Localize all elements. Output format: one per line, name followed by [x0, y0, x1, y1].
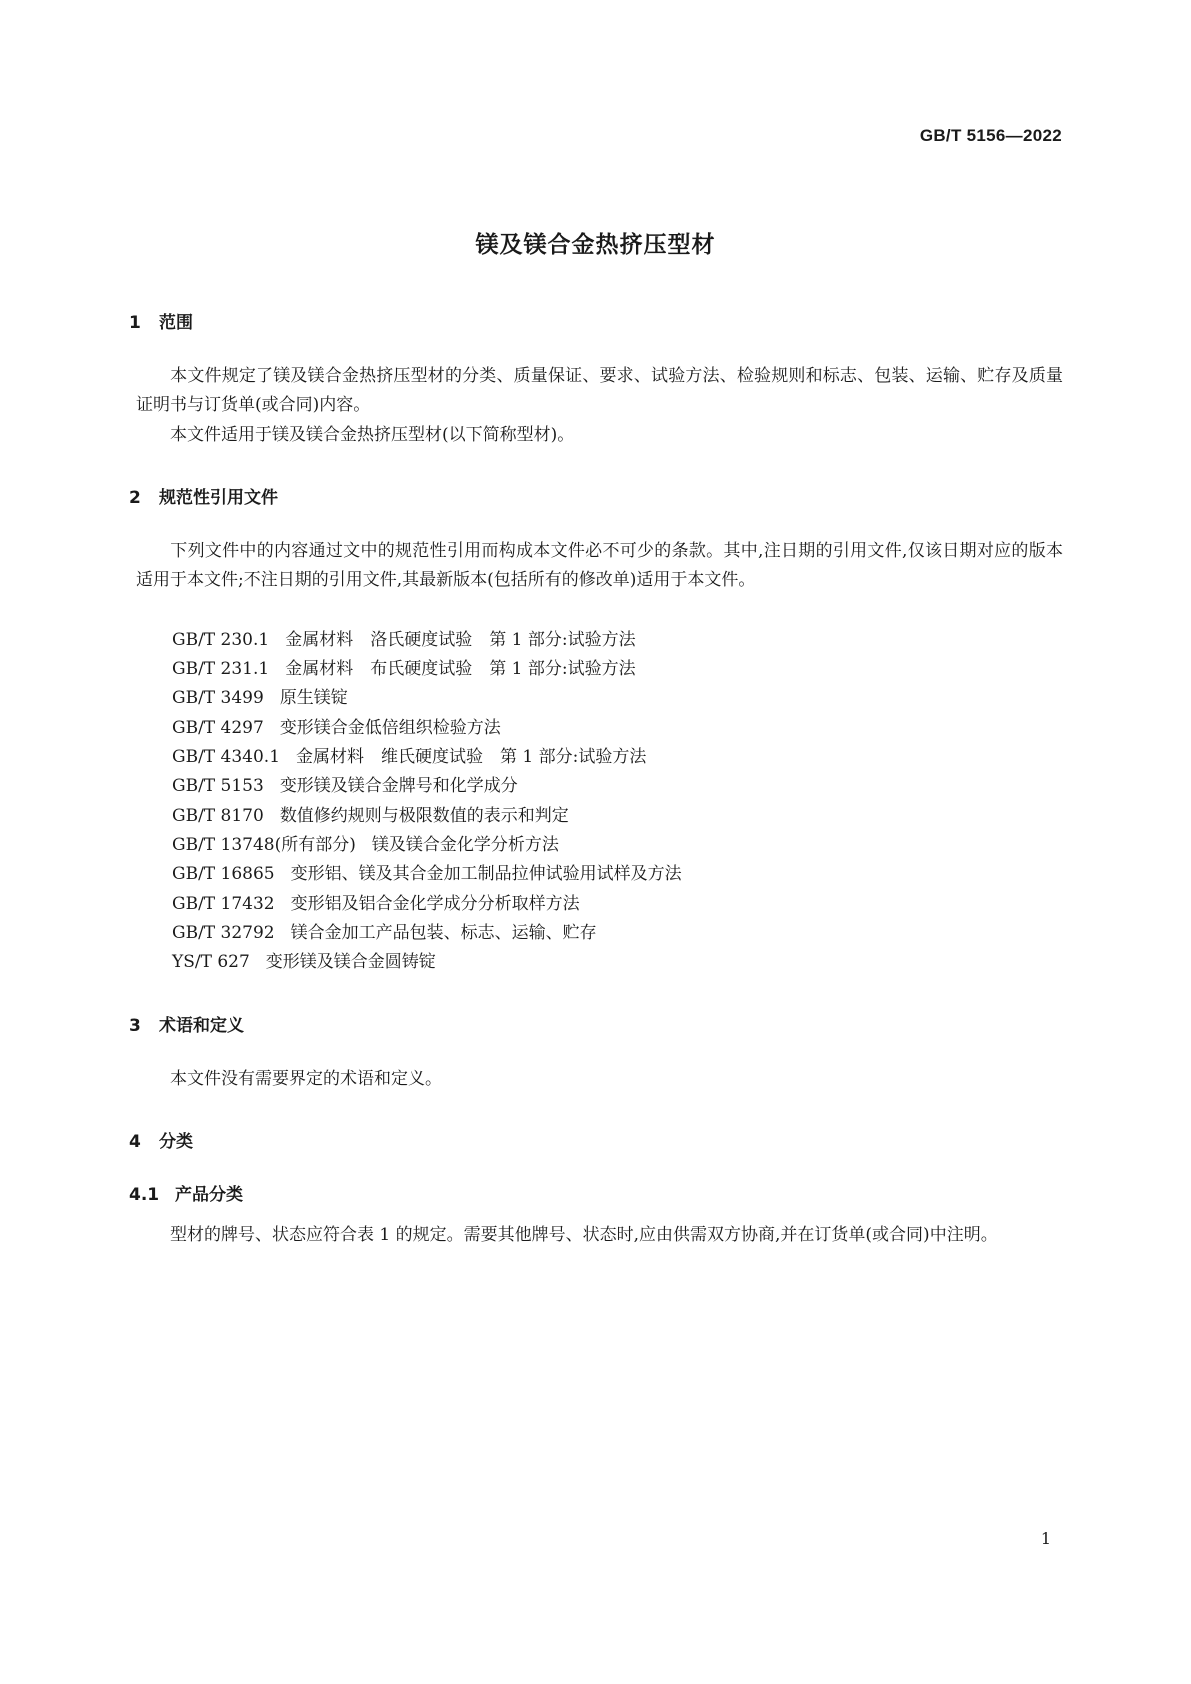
page-number: 1 — [1040, 1529, 1051, 1548]
paragraph-text: 本文件规定了镁及镁合金热挤压型材的分类、质量保证、要求、试验方法、检验规则和标志、包装、运输、贮存及质量证明书与订货单(或合同)内容。 — [136, 366, 1063, 415]
reference-code: GB/T 4340.1 — [172, 747, 281, 767]
reference-title: 数值修约规则与极限数值的表示和判定 — [279, 806, 569, 826]
reference-title: 金属材料 布氏硬度试验 第 1 部分:试验方法 — [285, 659, 636, 679]
reference-item — [172, 625, 636, 650]
reference-code: GB/T 5153 — [172, 776, 264, 796]
section-4-heading — [129, 1127, 193, 1152]
subsection-number: 4.1 — [129, 1185, 160, 1205]
paragraph-text: 本文件没有需要界定的术语和定义。 — [170, 1069, 442, 1089]
document-title: 镁及镁合金热挤压型材 — [475, 232, 716, 258]
reference-title: 金属材料 维氏硬度试验 第 1 部分:试验方法 — [296, 747, 647, 767]
reference-code: YS/T 627 — [172, 952, 250, 972]
subsection-4-1-heading — [129, 1180, 243, 1205]
reference-code: GB/T 32792 — [172, 923, 275, 943]
section-number: 4 — [129, 1132, 141, 1152]
section-2-heading — [129, 483, 278, 508]
reference-title: 变形铝及铝合金化学成分分析取样方法 — [290, 894, 580, 914]
reference-code: GB/T 3499 — [172, 688, 264, 708]
reference-title: 原生镁锭 — [279, 688, 348, 708]
scope-paragraph-2 — [136, 421, 1063, 450]
reference-title: 变形镁及镁合金圆铸锭 — [265, 952, 436, 972]
section-number: 1 — [129, 313, 141, 333]
reference-title: 变形镁合金低倍组织检验方法 — [279, 718, 501, 738]
reference-title: 变形镁及镁合金牌号和化学成分 — [279, 776, 518, 796]
reference-code: GB/T 4297 — [172, 718, 264, 738]
reference-code: GB/T 230.1 — [172, 630, 270, 650]
reference-item — [172, 801, 569, 826]
reference-item — [172, 947, 436, 972]
reference-title: 金属材料 洛氏硬度试验 第 1 部分:试验方法 — [285, 630, 636, 650]
references-intro — [136, 537, 1063, 595]
reference-code: GB/T 17432 — [172, 894, 275, 914]
reference-title: 变形铝、镁及其合金加工制品拉伸试验用试样及方法 — [290, 864, 682, 884]
terms-paragraph — [136, 1065, 1063, 1094]
section-number: 3 — [129, 1016, 141, 1036]
reference-title: 镁及镁合金化学分析方法 — [371, 835, 559, 855]
reference-code: GB/T 16865 — [172, 864, 275, 884]
reference-title: 镁合金加工产品包装、标志、运输、贮存 — [290, 923, 597, 943]
subsection-title: 产品分类 — [175, 1185, 243, 1205]
reference-item — [172, 771, 518, 796]
section-3-heading — [129, 1011, 244, 1036]
reference-item — [172, 742, 646, 767]
reference-code: GB/T 8170 — [172, 806, 264, 826]
reference-item — [172, 654, 636, 679]
section-title: 分类 — [159, 1132, 193, 1152]
section-1-heading — [129, 308, 193, 333]
reference-item — [172, 713, 501, 738]
scope-paragraph-1 — [136, 362, 1063, 420]
reference-item — [172, 830, 559, 855]
section-title: 术语和定义 — [159, 1016, 244, 1036]
section-number: 2 — [129, 488, 141, 508]
reference-code: GB/T 13748(所有部分) — [172, 835, 356, 855]
reference-item — [172, 683, 348, 708]
section-title: 范围 — [159, 313, 193, 333]
reference-item — [172, 918, 597, 943]
reference-item — [172, 889, 580, 914]
paragraph-text: 型材的牌号、状态应符合表 1 的规定。需要其他牌号、状态时,应由供需双方协商,并在订货单(或合同)中注明。 — [170, 1225, 998, 1245]
reference-code: GB/T 231.1 — [172, 659, 270, 679]
paragraph-text: 本文件适用于镁及镁合金热挤压型材(以下简称型材)。 — [170, 425, 575, 445]
standard-code: GB/T 5156—2022 — [919, 126, 1062, 145]
classification-paragraph — [136, 1221, 1063, 1250]
section-title: 规范性引用文件 — [159, 488, 278, 508]
reference-item — [172, 859, 682, 884]
paragraph-text: 下列文件中的内容通过文中的规范性引用而构成本文件必不可少的条款。其中,注日期的引用文件,仅该日期对应的版本适用于本文件;不注日期的引用文件,其最新版本(包括所有的修改单)适用于本文件。 — [136, 541, 1063, 590]
